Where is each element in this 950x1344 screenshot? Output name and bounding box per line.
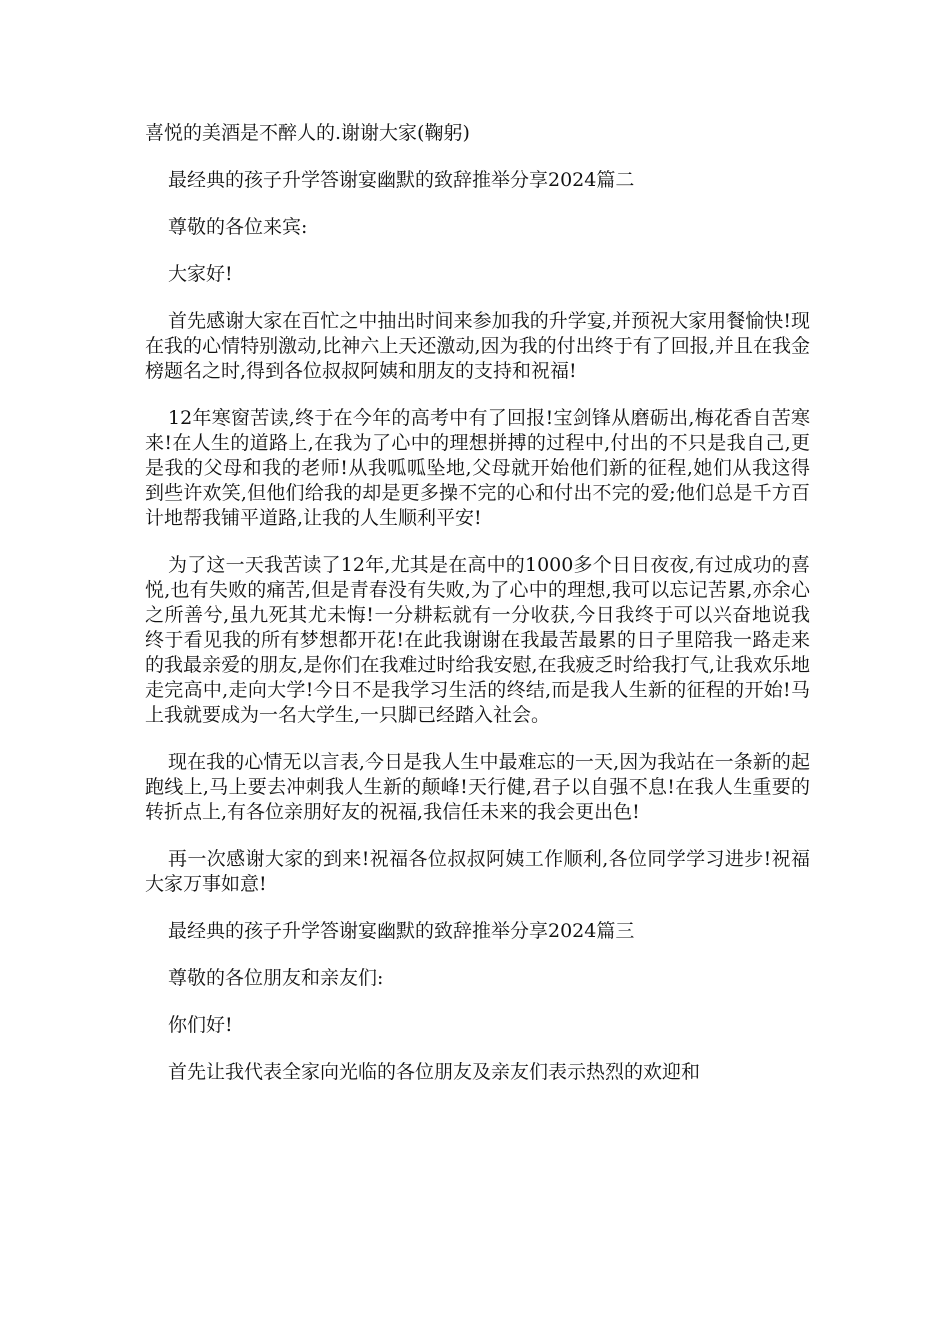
section-2-paragraph: 为了这一天我苦读了12年,尤其是在高中的1000多个日日夜夜,有过成功的喜悦,也有失败的痛苦,但是青春没有失败,为了心中的理想,我可以忘记苦累,亦余心之所善兮,虽九死其尤未悔!一分耕耘就有一分收获,今日我终于可以兴奋地说我终于看见我的所有梦想都开花!在此我谢谢在我最苦最累的日子里陪我一路走来的我最亲爱的朋友,是你们在我难过时给我安慰,在我疲乏时给我打气,让我欢乐地走完高中,走向大学!今日不是我学习生活的终结,而是我人生新的征程的开始!马上我就要成为一名大学生,一只脚已经踏入社会。 [145,554,810,726]
section-2-paragraph: 再一次感谢大家的到来!祝福各位叔叔阿姨工作顺利,各位同学学习进步!祝福大家万事如意! [145,848,810,895]
section-2-paragraph: 现在我的心情无以言表,今日是我人生中最难忘的一天,因为我站在一条新的起跑线上,马上要去冲刺我人生新的颠峰!天行健,君子以自强不息!在我人生重要的转折点上,有各位亲朋好友的祝福,我信任未来的我会更出色! [145,751,810,823]
section-3-title: 最经典的孩子升学答谢宴幽默的致辞推举分享2024篇三 [168,920,635,942]
section-2-paragraph: 12年寒窗苦读,终于在今年的高考中有了回报!宝剑锋从磨砺出,梅花香自苦寒来!在人生的道路上,在我为了心中的理想拼搏的过程中,付出的不只是我自己,更是我的父母和我的老师!从我呱呱坠地,父母就开始他们新的征程,她们从我这得到些许欢笑,但他们给我的却是更多操不完的心和付出不完的爱;他们总是千方百计地帮我铺平道路,让我的人生顺利平安! [145,407,810,529]
section-3-greeting: 你们好! [168,1014,233,1036]
section-2-title: 最经典的孩子升学答谢宴幽默的致辞推举分享2024篇二 [168,169,635,191]
section-2-greeting: 大家好! [168,263,233,285]
section-3-paragraph: 首先让我代表全家向光临的各位朋友及亲友们表示热烈的欢迎和 [168,1061,701,1083]
lead-line: 喜悦的美酒是不醉人的.谢谢大家(鞠躬) [145,122,470,144]
section-3-salutation: 尊敬的各位朋友和亲友们: [168,967,384,989]
section-2-paragraph: 首先感谢大家在百忙之中抽出时间来参加我的升学宴,并预祝大家用餐愉快!现在我的心情特别激动,比神六上天还激动,因为我的付出终于有了回报,并且在我金榜题名之时,得到各位叔叔阿姨和朋友的支持和祝福! [145,310,810,382]
section-2-salutation: 尊敬的各位来宾: [168,216,308,238]
document-page [145,121,810,1107]
